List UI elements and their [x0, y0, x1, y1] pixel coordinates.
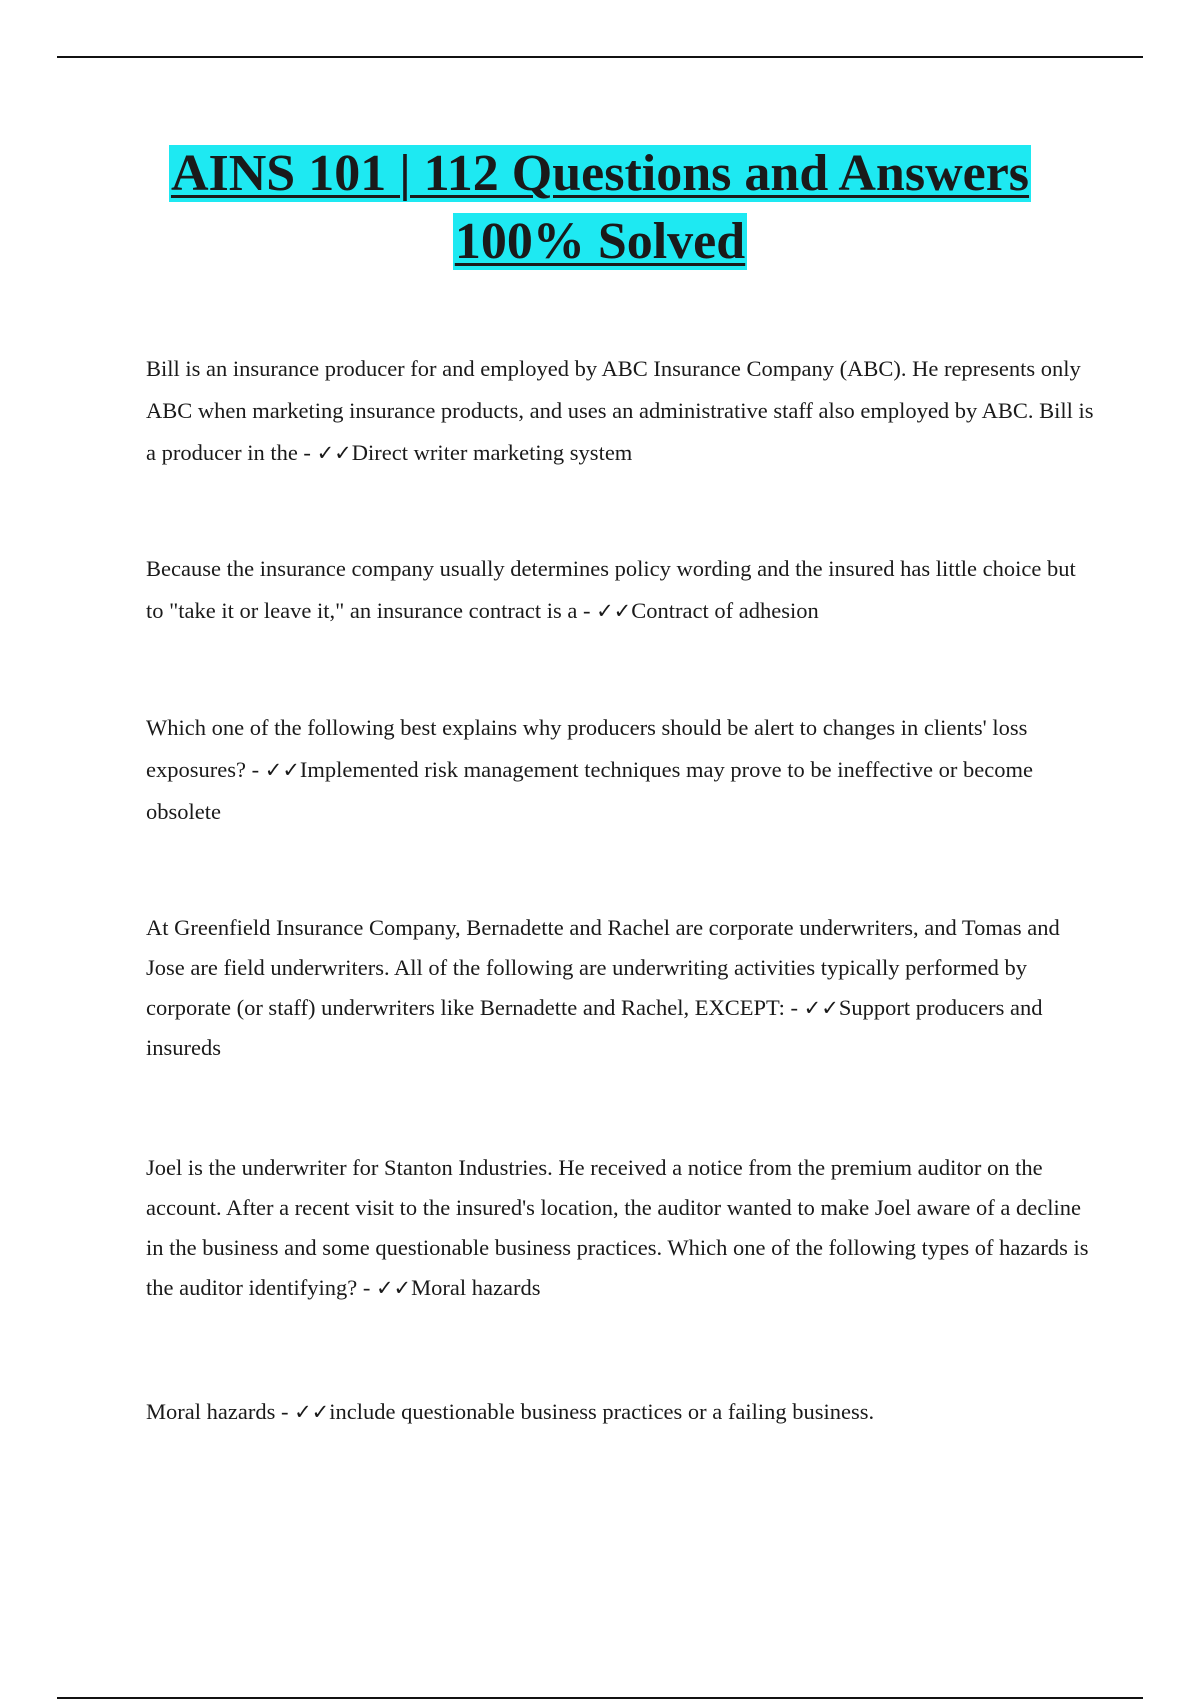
qa-item-3: [146, 707, 1096, 833]
bottom-rule: [57, 1697, 1143, 1699]
double-check-icon: ✓✓: [596, 599, 632, 623]
answer-text: Moral hazards: [411, 1275, 541, 1300]
question-text: Bill is an insurance producer for and employed by ABC Insurance Company (ABC). He represents only ABC when marketing insurance products, and uses an administrative staff also employed by ABC. Bill is a producer in the -: [146, 356, 1094, 465]
answer-text: Support producers and insureds: [146, 995, 1043, 1060]
qa-item-4: [146, 908, 1096, 1068]
answer-text: include questionable business practices or a failing business.: [329, 1399, 875, 1424]
title-line-1: AINS 101 | 112 Questions and Answers: [170, 145, 1030, 202]
title-line-2: 100% Solved: [454, 213, 746, 270]
double-check-icon: ✓✓: [803, 996, 839, 1020]
question-text: Because the insurance company usually determines policy wording and the insured has little choice but to "take it or leave it," an insurance contract is a -: [146, 556, 1076, 623]
question-text: At Greenfield Insurance Company, Bernadette and Rachel are corporate underwriters, and Tomas and Jose are field underwriters. All of the following are underwriting activities typically performed by corporate (or staff) underwriters like Bernadette and Rachel, EXCEPT: -: [146, 915, 1060, 1020]
qa-item-5: [146, 1148, 1096, 1308]
double-check-icon: ✓✓: [375, 1276, 412, 1300]
question-text: Joel is the underwriter for Stanton Industries. He received a notice from the premium auditor on the account. After a recent visit to the insured's location, the auditor wanted to make Joel aware of a decline in the business and some questionable business practices. Which one of the following types of hazards is the auditor identifying? -: [146, 1155, 1089, 1300]
answer-text: Contract of adhesion: [631, 598, 819, 623]
qa-item-2: [146, 548, 1096, 632]
document-title: [57, 140, 1143, 276]
double-check-icon: ✓✓: [316, 441, 352, 465]
qa-item-1: [146, 348, 1096, 474]
question-text: Which one of the following best explains why producers should be alert to changes in clients' loss exposures? -: [146, 715, 1028, 782]
double-check-icon: ✓✓: [294, 1400, 330, 1424]
double-check-icon: ✓✓: [264, 758, 300, 782]
answer-text: Direct writer marketing system: [351, 440, 633, 465]
qa-item-6: [146, 1391, 1096, 1433]
answer-text: Implemented risk management techniques may prove to be ineffective or become obsolete: [146, 757, 1033, 824]
question-text: Moral hazards -: [146, 1399, 295, 1424]
top-rule: [57, 56, 1143, 58]
